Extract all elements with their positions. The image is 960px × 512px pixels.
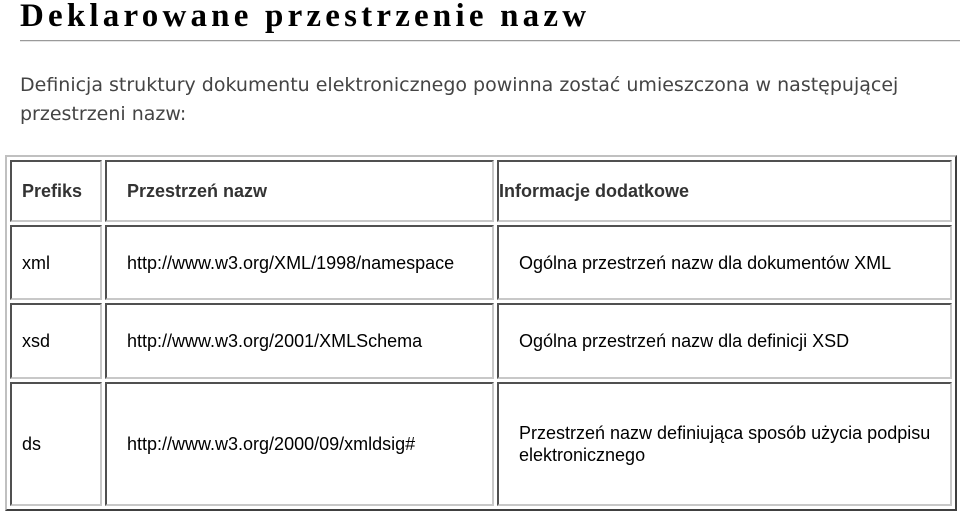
row-namespace-uri: http://www.w3.org/XML/1998/namespace (105, 225, 494, 300)
row-prefix: ds (10, 382, 102, 506)
row-info: Ogólna przestrzeń nazw dla dokumentów XML (497, 225, 952, 300)
row-info: Przestrzeń nazw definiująca sposób użycia podpisu elektronicznego (497, 382, 952, 506)
header-prefix: Prefiks (10, 160, 102, 222)
table-row (10, 303, 952, 378)
title-divider (20, 40, 960, 42)
table-header-row (10, 160, 952, 222)
page-title: Deklarowane przestrzenie nazw (20, 0, 591, 34)
table-row (10, 225, 952, 300)
intro-paragraph: Definicja struktury dokumentu elektronicznego powinna zostać umieszczona w następującej przestrzeni nazw: (20, 74, 899, 125)
header-namespace: Przestrzeń nazw (105, 160, 494, 222)
row-info: Ogólna przestrzeń nazw dla definicji XSD (497, 303, 952, 378)
header-info: Informacje dodatkowe (497, 160, 952, 222)
table-row (10, 382, 952, 506)
row-namespace-uri: http://www.w3.org/2000/09/xmldsig# (105, 382, 494, 506)
namespace-table (5, 155, 957, 511)
row-prefix: xml (10, 225, 102, 300)
row-prefix: xsd (10, 303, 102, 378)
row-namespace-uri: http://www.w3.org/2001/XMLSchema (105, 303, 494, 378)
